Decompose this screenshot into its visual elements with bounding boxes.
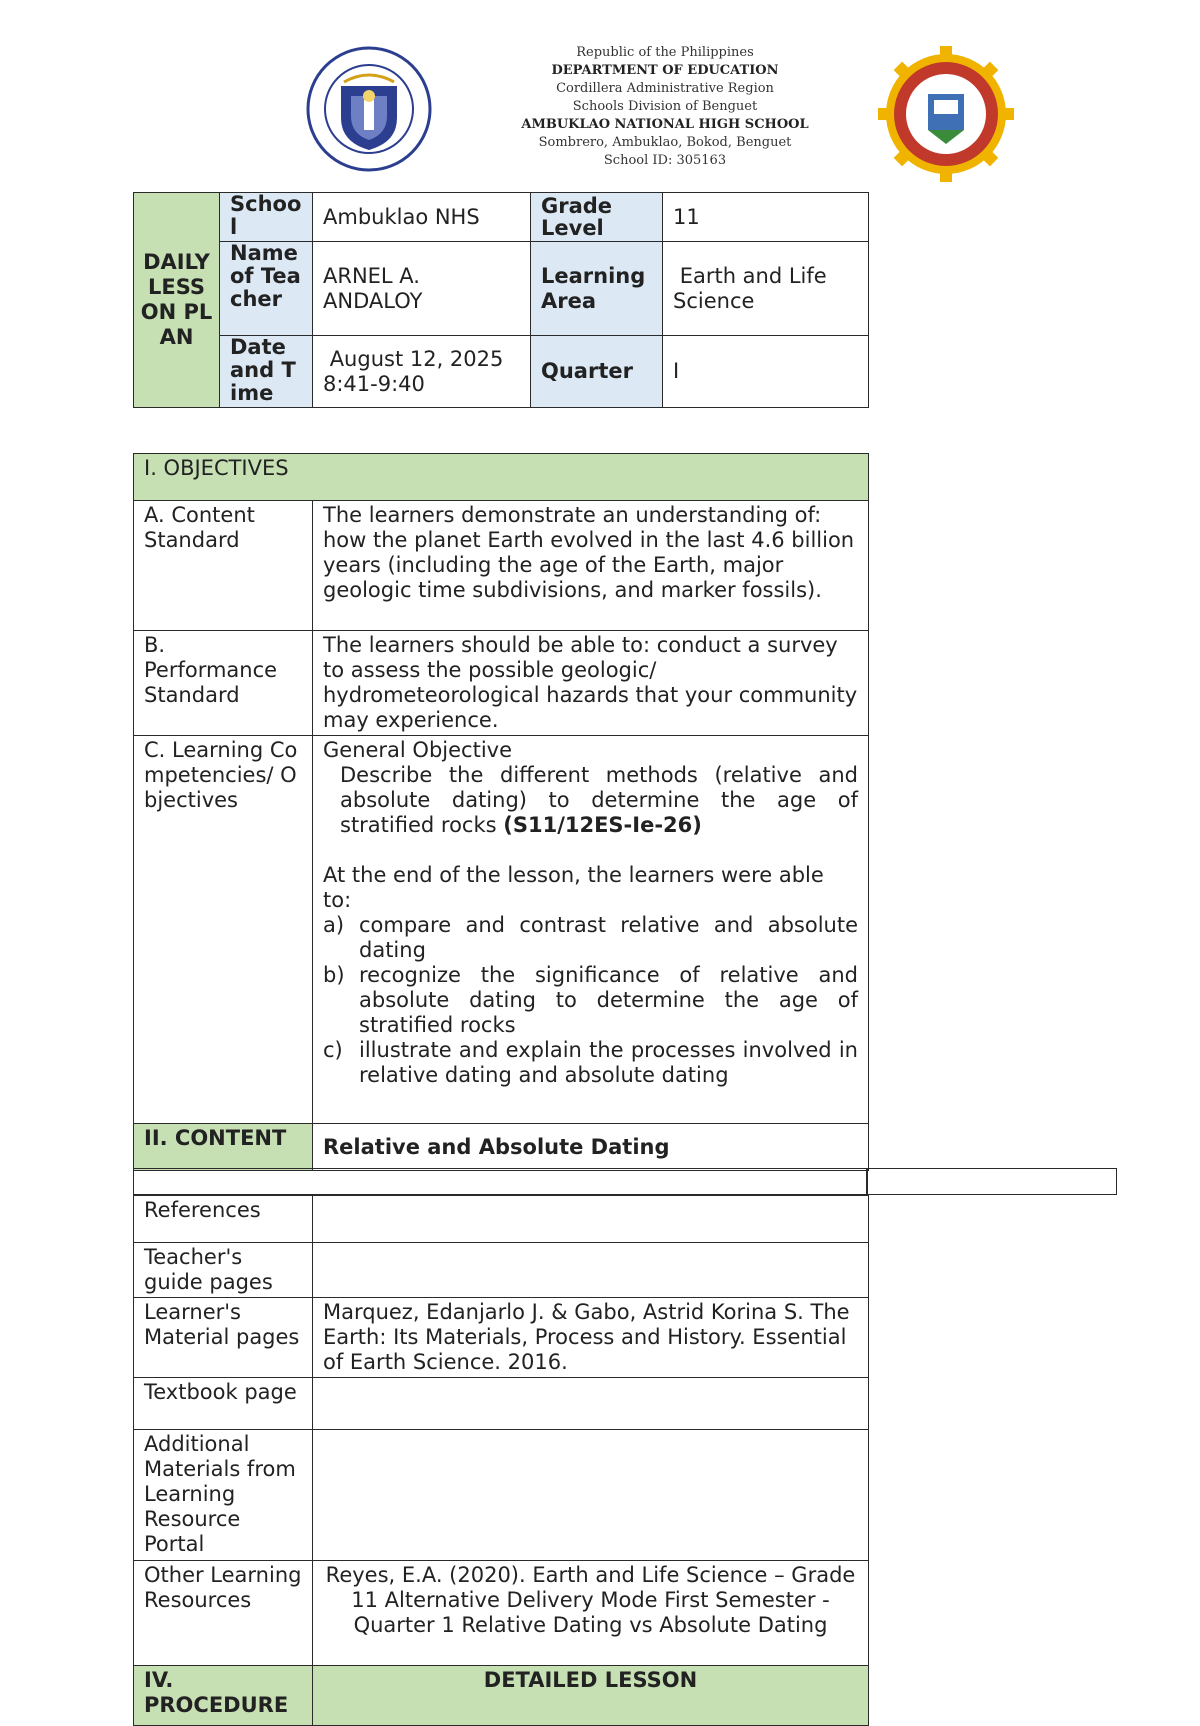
letterhead-deped: DEPARTMENT OF EDUCATION [551, 63, 779, 78]
quarter-value: I [663, 336, 869, 408]
quarter-label: Quarter [531, 336, 663, 408]
letterhead-region: Cordillera Administrative Region [556, 81, 774, 96]
teachers-guide-label: Teacher's guide pages [134, 1243, 313, 1298]
performance-standard-text: The learners should be able to: conduct a survey to assess the possible geologic/ hydrometeorological hazards that your community may experience. [313, 631, 869, 736]
list-item [323, 1038, 858, 1088]
list-text: compare and contrast relative and absolute dating [359, 913, 858, 962]
list-text: recognize the significance of relative and absolute dating to determine the age of stratified rocks [359, 963, 858, 1037]
competencies-cell [313, 736, 869, 1124]
letterhead-school-id: School ID: 305163 [603, 153, 727, 168]
objectives-table [133, 453, 869, 1171]
other-resources-text: Reyes, E.A. (2020). Earth and Life Science – Grade 11 Alternative Delivery Mode First Semester -Quarter 1 Relative Dating vs Absolute Dating [313, 1561, 869, 1666]
learners-material-text: Marquez, Edanjarlo J. & Gabo, Astrid Korina S. The Earth: Its Materials, Process and History. Essential of Earth Science. 2016. [313, 1298, 869, 1378]
competency-code: (S11/12ES-Ie-26) [503, 813, 702, 837]
dll-label: DAILY LESSON PLAN [134, 193, 220, 408]
grade-value: 11 [663, 193, 869, 242]
resources-table [133, 1195, 869, 1726]
letterhead-republic: Republic of the Philippines [576, 45, 754, 60]
letterhead-address: Sombrero, Ambuklao, Bokod, Benguet [538, 135, 792, 150]
content-topic: Relative and Absolute Dating [313, 1124, 869, 1171]
textbook-label: Textbook page [134, 1378, 313, 1430]
general-objective [323, 763, 858, 838]
textbook-value [313, 1378, 869, 1430]
references-value [313, 1196, 869, 1243]
list-item [323, 963, 858, 1038]
area-label: Learning Area [531, 242, 663, 336]
content-heading: II. CONTENT [134, 1124, 313, 1171]
teacher-label: Name of Teacher [220, 242, 313, 336]
list-item [323, 913, 858, 963]
school-value: Ambuklao NHS [313, 193, 531, 242]
detailed-lesson-heading: DETAILED LESSON [313, 1666, 869, 1726]
divider-row-split [866, 1168, 868, 1195]
other-resources-label: Other Learning Resources [134, 1561, 313, 1666]
letterhead-school: AMBUKLAO NATIONAL HIGH SCHOOL [521, 117, 809, 132]
school-seal-text: AMBUKLAO NATIONAL HIGH SCHOOL [878, 184, 897, 185]
list-marker: a) [323, 913, 345, 937]
grade-label: Grade Level [531, 193, 663, 242]
list-marker: b) [323, 963, 345, 987]
procedure-heading: IV. PROCEDURE [134, 1666, 313, 1726]
school-seal [878, 46, 1014, 182]
date-label: Date and Time [220, 336, 313, 408]
letterhead [500, 44, 830, 170]
divider-row [133, 1168, 1117, 1195]
general-objective-text: Describe the different methods (relative and absolute dating) to determine the age of stratified rocks [340, 763, 858, 837]
school-label: School [220, 193, 313, 242]
list-text: illustrate and explain the processes involved in relative dating and absolute dating [359, 1038, 858, 1087]
content-standard-label: A. Content Standard [134, 501, 313, 631]
deped-seal-text: KAGAWARAN NG EDUKASYON • REPUBLIKA NG PILIPINAS [290, 178, 319, 179]
references-label: References [134, 1196, 313, 1243]
content-standard-text: The learners demonstrate an understanding of: how the planet Earth evolved in the last 4.6 billion years (including the age of the Earth, major geologic time subdivisions, and marker fossils). [313, 501, 869, 631]
info-table [133, 192, 869, 408]
performance-standard-label: B. Performance Standard [134, 631, 313, 736]
list-marker: c) [323, 1038, 343, 1062]
objectives-heading: I. OBJECTIVES [134, 454, 869, 501]
area-value: Earth and Life Science [663, 242, 869, 336]
teacher-value: ARNEL A. ANDALOY [313, 242, 531, 336]
additional-materials-value [313, 1430, 869, 1561]
date-value: August 12, 2025 8:41-9:40 [313, 336, 531, 408]
objective-list [323, 913, 858, 1088]
letterhead-division: Schools Division of Benguet [572, 99, 758, 114]
additional-materials-label: Additional Materials from Learning Resource Portal [134, 1430, 313, 1561]
end-of-lesson-text: At the end of the lesson, the learners were able to: [323, 863, 824, 912]
teachers-guide-value [313, 1243, 869, 1298]
general-objective-title: General Objective [323, 738, 513, 762]
learners-material-label: Learner's Material pages [134, 1298, 313, 1378]
deped-seal [306, 46, 432, 172]
competencies-label: C. Learning Competencies/ Objectives [134, 736, 313, 1124]
